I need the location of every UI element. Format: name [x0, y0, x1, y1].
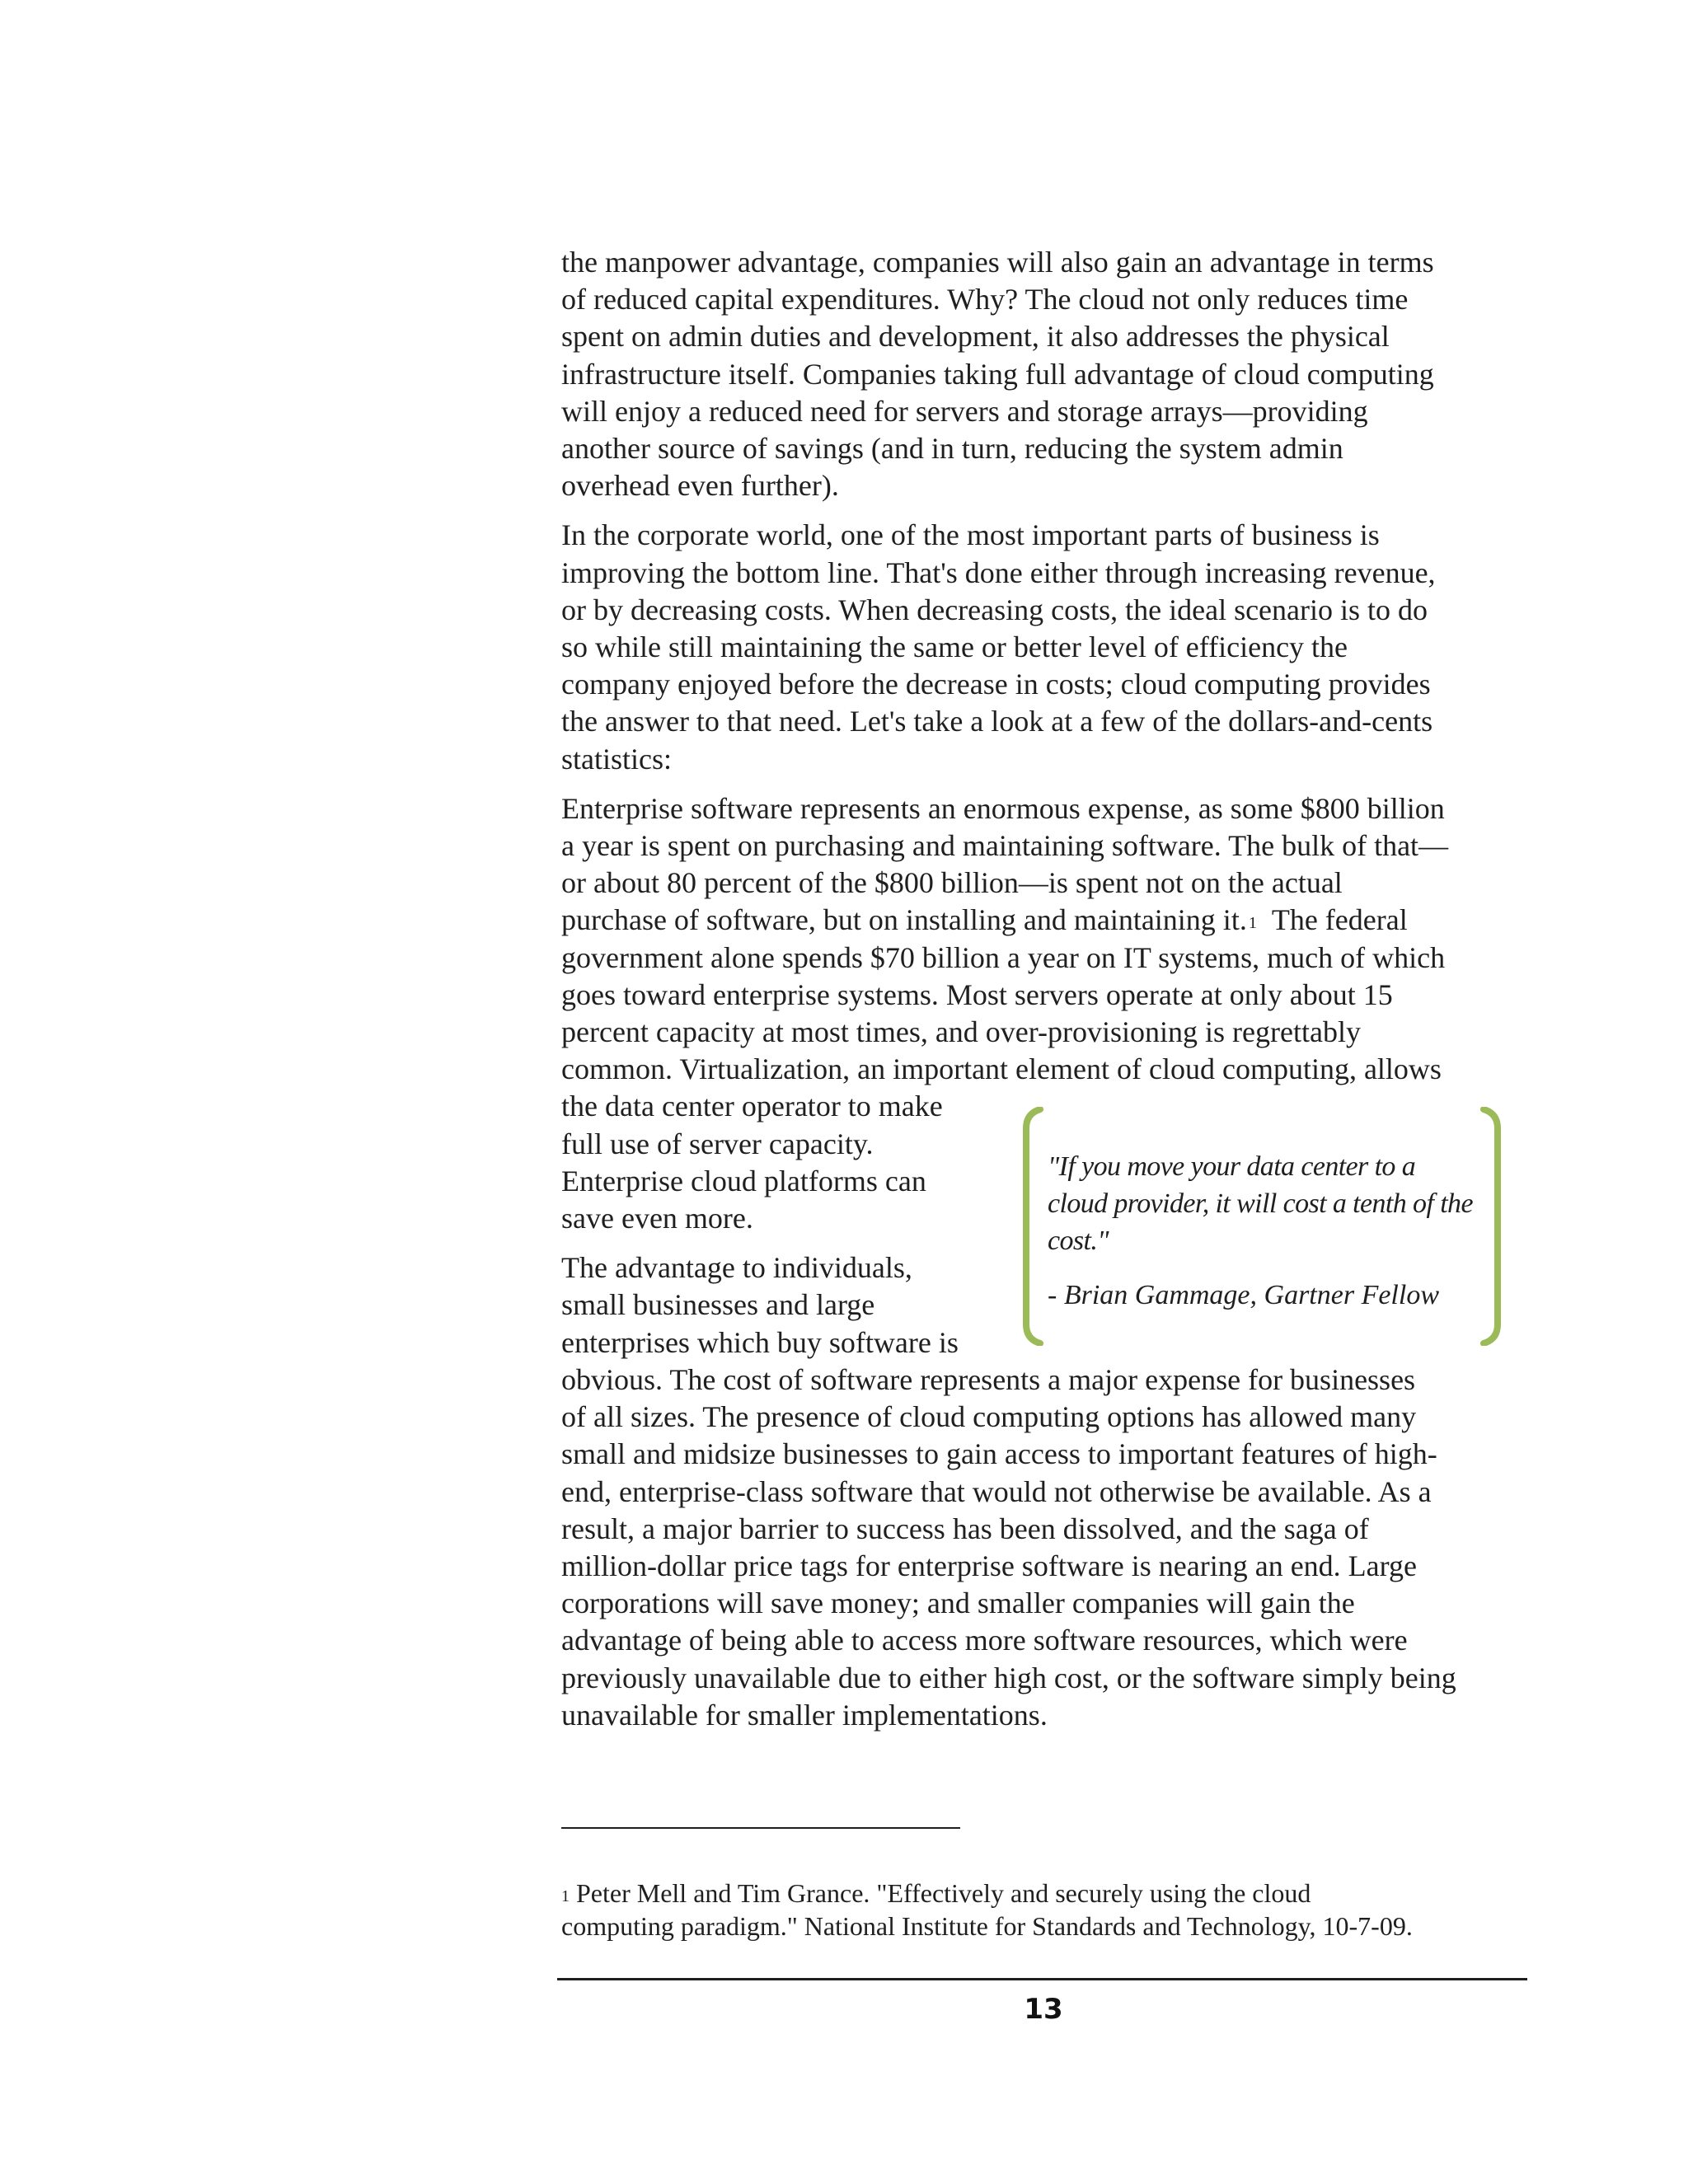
quote-text	[1048, 1148, 1476, 1259]
text-line: Enterprise cloud platforms can	[561, 1164, 926, 1197]
footnote-separator	[561, 1827, 960, 1829]
text-line: full use of server capacity.	[561, 1127, 874, 1160]
text-line: overhead even further).	[561, 469, 839, 503]
paragraph-2	[561, 517, 1527, 777]
text-line: In the corporate world, one of the most important parts of business is	[561, 518, 1380, 552]
quote-line: "If you move your data center to a	[1048, 1151, 1416, 1182]
text-line: improving the bottom line. That's done either through increasing revenue,	[561, 555, 1436, 589]
text-line: a year is spent on purchasing and maintaining software. The bulk of that—	[561, 829, 1449, 863]
footnote-text: Peter Mell and Tim Grance. "Effectively and securely using the cloud	[576, 1878, 1311, 1908]
page-number: 13	[1024, 1993, 1063, 2026]
text-fragment: purchase of software, but on installing and maintaining it.	[561, 903, 1247, 937]
text-line: or by decreasing costs. When decreasing costs, the ideal scenario is to do	[561, 593, 1428, 626]
text-line: the data center operator to make	[561, 1090, 943, 1123]
quote-line: cost."	[1048, 1226, 1109, 1256]
text-line: obvious. The cost of software represents a major expense for businesses	[561, 1362, 1416, 1396]
text-line: million-dollar price tags for enterprise software is nearing an end. Large	[561, 1549, 1417, 1582]
pull-quote	[1022, 1107, 1502, 1346]
text-fragment: The federal	[1271, 903, 1408, 937]
text-line: The advantage to individuals,	[561, 1251, 912, 1285]
footnote-reference[interactable]: 1	[1248, 914, 1257, 933]
text-line: of all sizes. The presence of cloud computing options has allowed many	[561, 1400, 1417, 1434]
text-line: advantage of being able to access more software resources, which were	[561, 1624, 1408, 1657]
text-line: or about 80 percent of the $800 billion—is spent not on the actual	[561, 866, 1343, 900]
text-line: previously unavailable due to either high cost, or the software simply being	[561, 1661, 1456, 1694]
footnote-line	[561, 1877, 1534, 1910]
text-line: enterprises which buy software is	[561, 1325, 959, 1359]
text-line: another source of savings (and in turn, reducing the system admin	[561, 432, 1343, 466]
text-line: percent capacity at most times, and over-provisioning is regrettably	[561, 1015, 1361, 1049]
footnote-line: computing paradigm." National Institute for Standards and Technology, 10-7-09.	[561, 1911, 1413, 1941]
text-line: so while still maintaining the same or better level of efficiency the	[561, 630, 1348, 664]
text-line	[561, 902, 1527, 939]
footer-rule	[557, 1978, 1527, 1980]
text-line: spent on admin duties and development, it also addresses the physical	[561, 320, 1390, 354]
text-line: infrastructure itself. Companies taking full advantage of cloud computing	[561, 357, 1434, 391]
text-line: small businesses and large	[561, 1288, 875, 1322]
footnote-number: 1	[561, 1887, 570, 1905]
left-bracket-icon	[1022, 1107, 1043, 1346]
quote-line: cloud provider, it will cost a tenth of the	[1048, 1188, 1473, 1219]
text-line: Enterprise software represents an enormous expense, as some $800 billion	[561, 791, 1445, 825]
text-line: save even more.	[561, 1202, 753, 1235]
text-line: unavailable for smaller implementations.	[561, 1698, 1048, 1732]
text-line: the answer to that need. Let's take a look at a few of the dollars-and-cents	[561, 705, 1433, 738]
text-line: will enjoy a reduced need for servers and storage arrays—providing	[561, 394, 1368, 428]
text-line: of reduced capital expenditures. Why? The cloud not only reduces time	[561, 283, 1409, 316]
text-line: goes toward enterprise systems. Most servers operate at only about 15	[561, 977, 1393, 1011]
text-line: the manpower advantage, companies will also gain an advantage in terms	[561, 246, 1434, 279]
body-text	[561, 244, 1527, 1746]
text-line: result, a major barrier to success has been dissolved, and the saga of	[561, 1511, 1369, 1545]
text-line: end, enterprise-class software that would not otherwise be available. As a	[561, 1474, 1432, 1508]
right-bracket-icon	[1480, 1107, 1502, 1346]
text-line: common. Virtualization, an important element of cloud computing, allows	[561, 1052, 1442, 1086]
quote-attribution: - Brian Gammage, Gartner Fellow	[1048, 1280, 1440, 1310]
text-line: company enjoyed before the decrease in costs; cloud computing provides	[561, 668, 1431, 701]
text-line: corporations will save money; and smaller companies will gain the	[561, 1586, 1355, 1620]
text-line: government alone spends $70 billion a year on IT systems, much of which	[561, 940, 1446, 974]
footnote	[561, 1877, 1534, 1943]
paragraph-1	[561, 244, 1527, 504]
text-line: statistics:	[561, 742, 672, 776]
text-line: small and midsize businesses to gain access to important features of high-	[561, 1437, 1437, 1471]
